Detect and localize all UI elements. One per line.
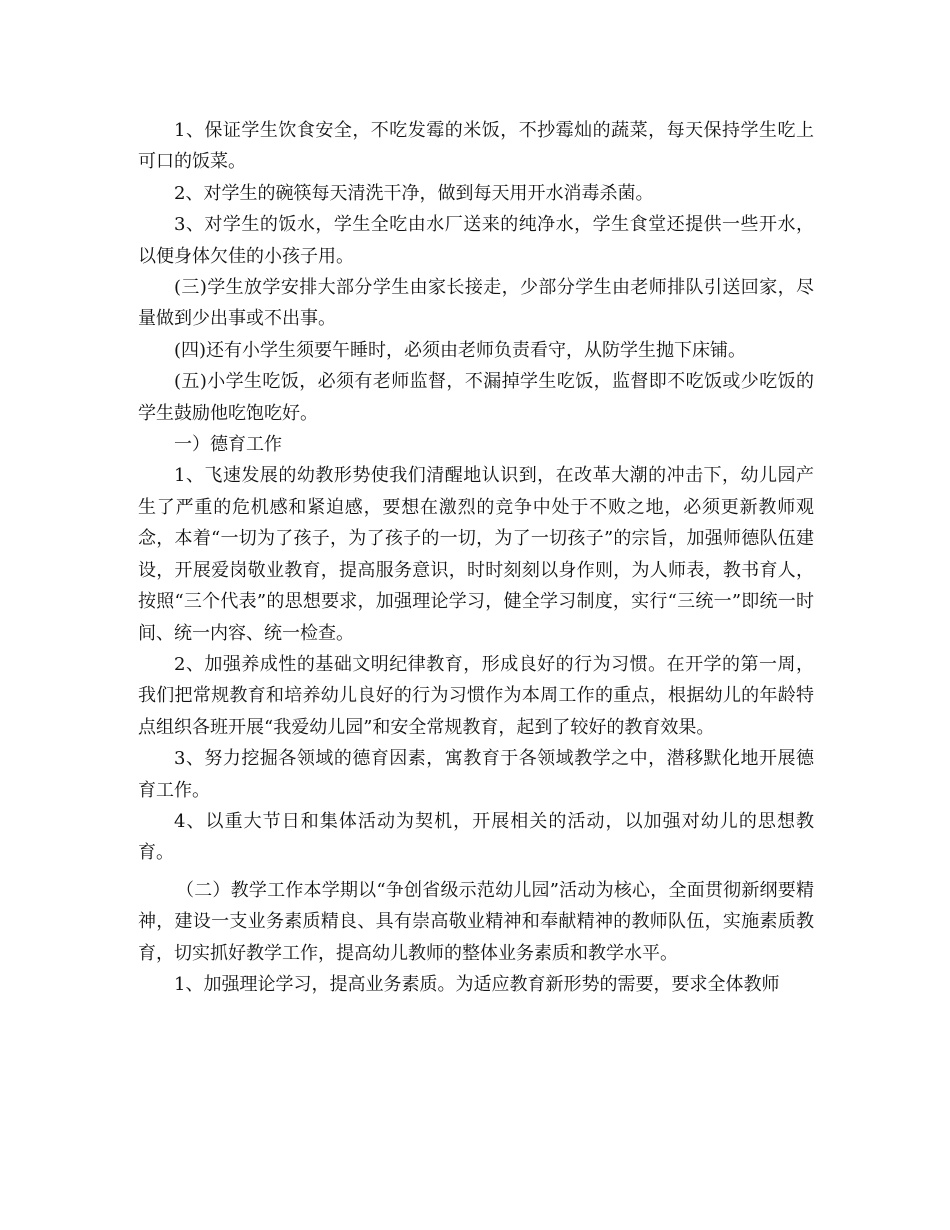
paragraph-drinking-water: 3、对学生的饭水，学生全吃由水厂送来的纯净水，学生食堂还提供一些开水，以便身体欠佳的小孩子用。 [138,214,814,267]
paragraph-moral-2: 2、加强养成性的基础文明纪律教育，形成良好的行为习惯。在开学的第一周，我们把常规教育和培养幼儿良好的行为习惯作为本周工作的重点，根据幼儿的年龄特点组织各班开展“我爱幼儿园”和安全常规教育，起到了较好的教育效果。 [138,653,814,738]
paragraph-teaching-work: （二）教学工作本学期以“争创省级示范幼儿园”活动为核心，全面贯彻新纲要精神，建设一支业务素质精良、具有崇高敬业精神和奉献精神的教师队伍，实施素质教育，切实抓好教学工作，提高幼儿教师的整体业务素质和教学水平。 [138,879,814,964]
paragraph-food-safety: 1、保证学生饮食安全，不吃发霉的米饭，不抄霉灿的蔬菜，每天保持学生吃上可口的饭菜。 [138,120,814,173]
paragraph-dish-cleaning: 2、对学生的碗筷每天清洗干净，做到每天用开水消毒杀菌。 [174,182,654,204]
paragraph-after-school: (三)学生放学安排大部分学生由家长接走，少部分学生由老师排队引送回家，尽量做到少出事或不出事。 [138,277,814,330]
paragraph-moral-1: 1、飞速发展的幼教形势使我们清醒地认识到，在改革大潮的冲击下，幼儿园产生了严重的危机感和紧迫感，要想在激烈的竞争中处于不败之地，必须更新教师观念，本着“一切为了孩子，为了孩子的一切，为了一切孩子”的宗旨，加强师德队伍建设，开展爱岗敬业教育，提高服务意识，时时刻刻以身作则，为人师表，教书育人，按照“三个代表”的思想要求，加强理论学习，健全学习制度，实行“三统一”即统一时间、统一内容、统一检查。 [138,465,814,644]
paragraph-teaching-1: 1、加强理论学习，提高业务素质。为适应教育新形势的需要，要求全体教师 [174,973,780,995]
paragraph-meal-supervision: (五)小学生吃饭，必须有老师监督，不漏掉学生吃饭，监督即不吃饭或少吃饭的学生鼓励他吃饱吃好。 [138,371,814,424]
paragraph-moral-3: 3、努力挖掘各领域的德育因素，寓教育于各领域教学之中，潜移默化地开展德育工作。 [138,748,814,801]
section-heading-moral-education: 一）德育工作 [174,434,282,456]
document-body [138,115,814,1000]
paragraph-nap-supervision: (四)还有小学生须要午睡时，必须由老师负责看守，从防学生抛下床铺。 [174,339,747,361]
paragraph-moral-4: 4、以重大节日和集体活动为契机，开展相关的活动，以加强对幼儿的思想教育。 [138,810,814,864]
